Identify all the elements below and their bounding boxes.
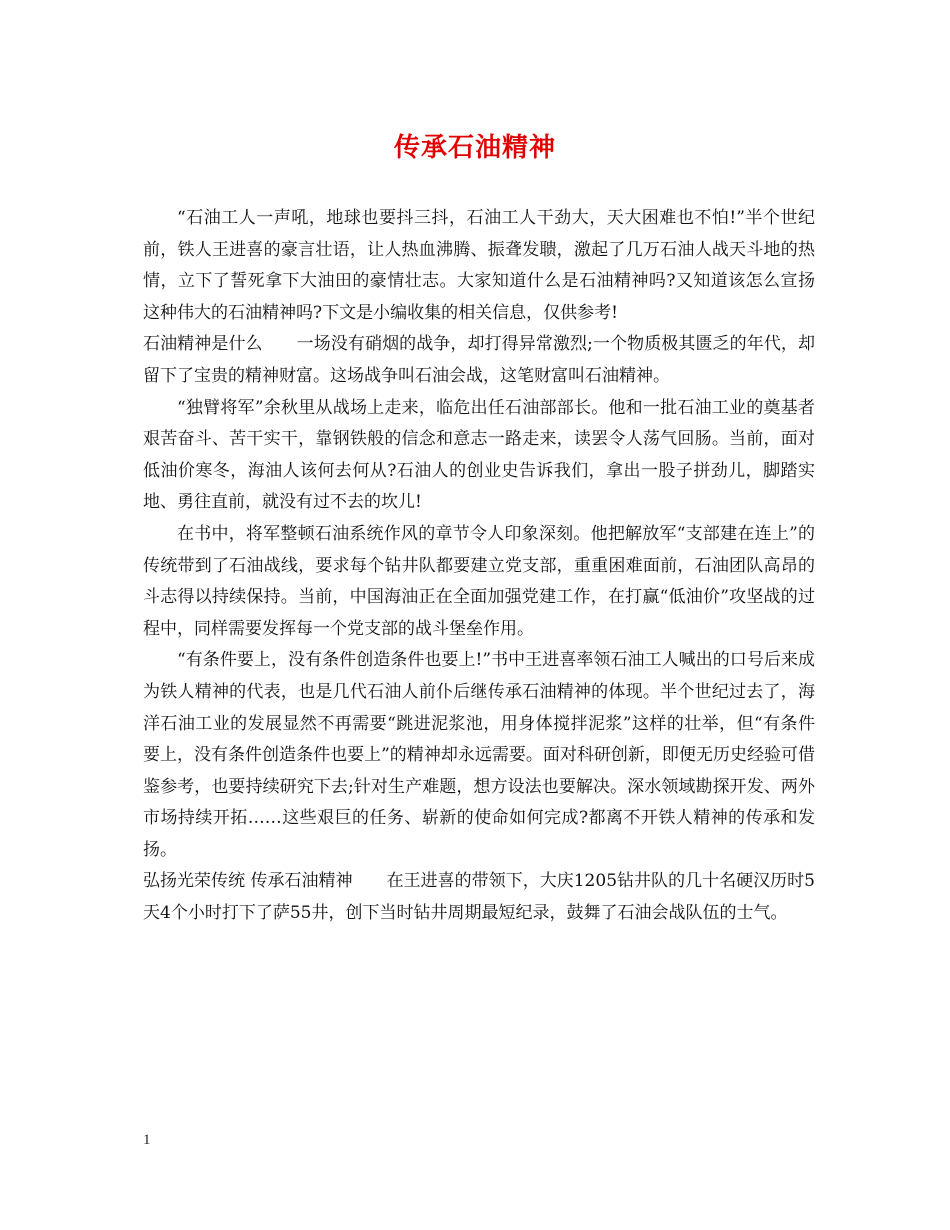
document-title: 传承石油精神 [393, 133, 556, 163]
paragraph-party-branch: 在书中，将军整顿石油系统作风的章节令人印象深刻。他把解放军“支部建在连上”的传统带到了石油战线，要求每个钻井队都要建立党支部，重重困难面前，石油团队高昂的斗志得以持续保持。当前，中国海油正在全面加强党建工作，在打赢“低油价”攻坚战的过程中，同样需要发挥每一个党支部的战斗堡垒作用。 [143, 523, 815, 639]
section-heading: 弘扬光荣传统 传承石油精神 [143, 871, 353, 892]
paragraph-one-armed-general: “独臂将军”余秋里从战场上走来，临危出任石油部部长。他和一批石油工业的奠基者艰苦奋斗、苦干实干，靠钢铁般的信念和意志一路走来，读罢令人荡气回肠。当前，面对低油价寒冬，海油人该何去何从?石油人的创业史告诉我们，拿出一股子拼劲儿，脚踏实地、勇往直前，就没有过不去的坎儿! [143, 397, 815, 513]
section-tradition [143, 866, 815, 929]
page-number: 1 [143, 1132, 151, 1148]
paragraph-conditions: “有条件要上，没有条件创造条件也要上!”书中王进喜率领石油工人喊出的口号后来成为铁人精神的代表，也是几代石油人前仆后继传承石油精神的体现。半个世纪过去了，海洋石油工业的发展显然不再需要“跳进泥浆池，用身体搅拌泥浆”这样的壮举，但“有条件要上，没有条件创造条件也要上”的精神却永远需要。面对科研创新，即便无历史经验可借鉴参考，也要持续研究下去;针对生产难题，想方设法也要解决。深水领域勘探开发、两外市场持续开拓……这些艰巨的任务、崭新的使命如何完成?都离不开铁人精神的传承和发扬。 [143, 650, 815, 860]
document-body [143, 203, 815, 930]
section-heading: 石油精神是什么 [143, 334, 263, 355]
section-text: 在王进喜的带领下，大庆1205钻井队的几十名硬汉历时5天4个小时打下了萨55井，创下当时钻井周期最短纪录，鼓舞了石油会战队伍的士气。 [143, 871, 815, 924]
section-text: 一场没有硝烟的战争，却打得异常激烈;一个物质极其匮乏的年代，却留下了宝贵的精神财富。这场战争叫石油会战，这笔财富叫石油精神。 [143, 334, 815, 386]
intro-paragraph: “石油工人一声吼，地球也要抖三抖，石油工人干劲大，天大困难也不怕!”半个世纪前，铁人王进喜的豪言壮语，让人热血沸腾、振聋发聩，激起了几万石油人战天斗地的热情，立下了誓死拿下大油田的豪情壮志。大家知道什么是石油精神吗?又知道该怎么宣扬这种伟大的石油精神吗?下文是小编收集的相关信息，仅供参考! [143, 208, 815, 323]
section-what-is-oil-spirit [143, 329, 815, 392]
